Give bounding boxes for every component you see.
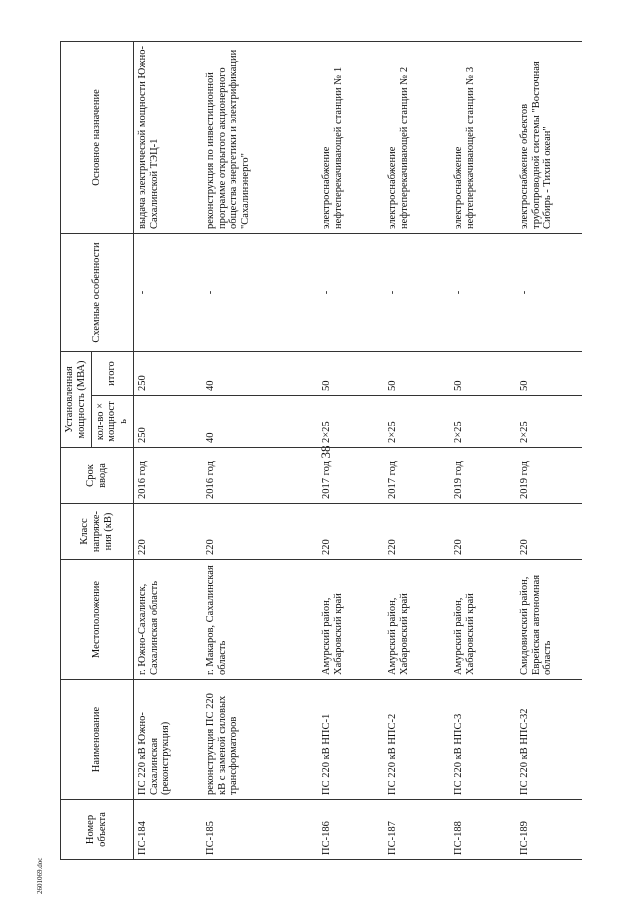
substation-table xyxy=(60,41,582,860)
header-voltage: Класс напряже-ния (кВ) xyxy=(61,504,134,560)
cell-term: 2016 год xyxy=(133,448,202,504)
cell-name: ПС 220 кВ НПС-2 xyxy=(384,680,450,800)
cell-location: Смидовичский район, Еврейская автономная область xyxy=(516,560,582,680)
cell-purpose: реконструкция по инвестиционной программе открытого акционерного общества энергетики и электрификации "Сахалинэнерго" xyxy=(202,42,318,234)
cell-voltage: 220 xyxy=(450,504,516,560)
cell-total: 40 xyxy=(202,352,318,396)
cell-features: - xyxy=(202,234,318,352)
header-capacity: Установленная мощность (МВА) xyxy=(61,352,92,448)
cell-name: ПС 220 кВ Южно-Сахалинская (реконструкция) xyxy=(133,680,202,800)
page-number: 38 xyxy=(318,445,333,459)
cell-term: 2017 год xyxy=(384,448,450,504)
cell-location: Амурский район, Хабаровский край xyxy=(318,560,384,680)
cell-location: г. Южно-Сахалинск, Сахалинская область xyxy=(133,560,202,680)
table-row xyxy=(450,42,516,860)
cell-features: - xyxy=(133,234,202,352)
cell-name: ПС 220 кВ НПС-3 xyxy=(450,680,516,800)
cell-purpose: выдача электрической мощности Южно-Сахалинской ТЭЦ-1 xyxy=(133,42,202,234)
header-location: Местоположение xyxy=(61,560,134,680)
header-capacity-qty: кол-во × мощность xyxy=(91,396,133,448)
cell-voltage: 220 xyxy=(133,504,202,560)
cell-name: ПС 220 кВ НПС-32 xyxy=(516,680,582,800)
cell-purpose: электроснабжение нефтеперекачивающей станции № 1 xyxy=(318,42,384,234)
cell-number: ПС-185 xyxy=(202,800,318,860)
cell-features: - xyxy=(516,234,582,352)
cell-qty: 2×25 xyxy=(450,396,516,448)
cell-term: 2016 год xyxy=(202,448,318,504)
header-capacity-total: итого xyxy=(91,352,133,396)
cell-number: ПС-187 xyxy=(384,800,450,860)
cell-term: 2019 год xyxy=(450,448,516,504)
cell-total: 250 xyxy=(133,352,202,396)
table-row xyxy=(384,42,450,860)
cell-total: 50 xyxy=(450,352,516,396)
cell-location: Амурский район, Хабаровский край xyxy=(450,560,516,680)
cell-purpose: электроснабжение объектов трубопроводной системы "Восточная Сибирь - Тихий океан" xyxy=(516,42,582,234)
cell-term: 2017 год xyxy=(318,448,384,504)
table-row xyxy=(318,42,384,860)
cell-number: ПС-186 xyxy=(318,800,384,860)
cell-term: 2019 год xyxy=(516,448,582,504)
cell-features: - xyxy=(384,234,450,352)
table-row xyxy=(133,42,202,860)
cell-qty: 2×25 xyxy=(318,396,384,448)
header-purpose: Основное назначение xyxy=(61,42,134,234)
cell-voltage: 220 xyxy=(384,504,450,560)
cell-number: ПС-189 xyxy=(516,800,582,860)
cell-qty: 250 xyxy=(133,396,202,448)
file-label: 2601069.doc xyxy=(36,857,44,894)
cell-number: ПС-188 xyxy=(450,800,516,860)
header-number: Номер объекта xyxy=(61,800,134,860)
cell-voltage: 220 xyxy=(202,504,318,560)
cell-qty: 40 xyxy=(202,396,318,448)
cell-name: ПС 220 кВ НПС-1 xyxy=(318,680,384,800)
cell-total: 50 xyxy=(516,352,582,396)
cell-location: Амурский район, Хабаровский край xyxy=(384,560,450,680)
cell-voltage: 220 xyxy=(318,504,384,560)
cell-qty: 2×25 xyxy=(384,396,450,448)
cell-qty: 2×25 xyxy=(516,396,582,448)
header-term: Срок ввода xyxy=(61,448,134,504)
cell-location: г. Макаров, Сахалинская область xyxy=(202,560,318,680)
cell-purpose: электроснабжение нефтеперекачивающей станции № 2 xyxy=(384,42,450,234)
cell-total: 50 xyxy=(384,352,450,396)
cell-purpose: электроснабжение нефтеперекачивающей станции № 3 xyxy=(450,42,516,234)
cell-name: реконструкция ПС 220 кВ с заменой силовых трансформаторов xyxy=(202,680,318,800)
table-row xyxy=(202,42,318,860)
rotated-table-container xyxy=(60,42,560,860)
header-features: Схемные особенности xyxy=(61,234,134,352)
cell-number: ПС-184 xyxy=(133,800,202,860)
table-row xyxy=(516,42,582,860)
cell-features: - xyxy=(318,234,384,352)
cell-features: - xyxy=(450,234,516,352)
header-name: Наименование xyxy=(61,680,134,800)
cell-total: 50 xyxy=(318,352,384,396)
cell-voltage: 220 xyxy=(516,504,582,560)
